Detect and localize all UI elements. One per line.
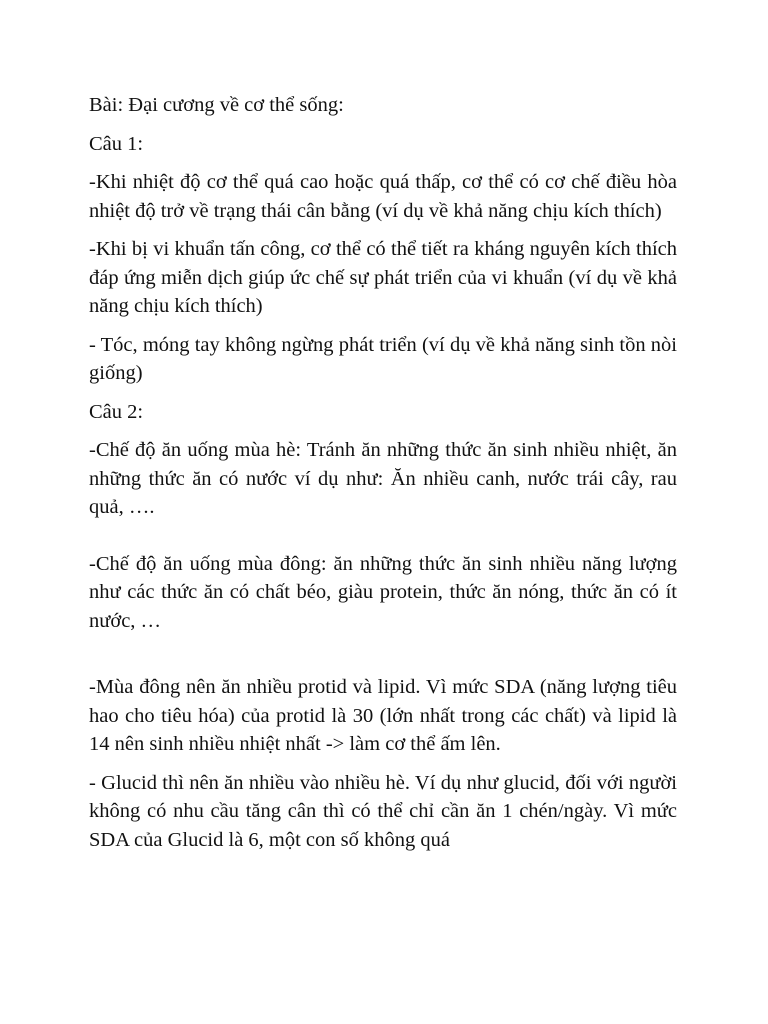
q1-paragraph-2: -Khi bị vi khuẩn tấn công, cơ thể có thể tiết ra kháng nguyên kích thích đáp ứng miễn dịch giúp ức chế sự phát triển của vi khuẩn (ví dụ về khả năng chịu kích thích) xyxy=(89,238,677,317)
question-1-label: Câu 1: xyxy=(89,132,144,155)
q2-paragraph-3: -Mùa đông nên ăn nhiều protid và lipid. Vì mức SDA (năng lượng tiêu hao cho tiêu hóa) của protid là 30 (lớn nhất trong các chất) và lipid là 14 nên sinh nhiều nhiệt nhất -> làm cơ thể ấm lên. xyxy=(89,676,677,755)
document-body xyxy=(89,91,677,864)
question-2-label: Câu 2: xyxy=(89,400,144,423)
q2-paragraph-1: -Chế độ ăn uống mùa hè: Tránh ăn những thức ăn sinh nhiều nhiệt, ăn những thức ăn có nước ví dụ như: Ăn nhiều canh, nước trái cây, rau quả, …. xyxy=(89,439,677,518)
document-title: Bài: Đại cương về cơ thể sống: xyxy=(89,94,344,116)
q2-paragraph-4: - Glucid thì nên ăn nhiều vào nhiều hè. Ví dụ như glucid, đối với người không có nhu cầu tăng cân thì có thể chỉ cần ăn 1 chén/ngày. Vì mức SDA của Glucid là 6, một con số không quá xyxy=(89,771,677,851)
q1-paragraph-3: - Tóc, móng tay không ngừng phát triển (ví dụ về khả năng sinh tồn nòi giống) xyxy=(89,333,677,384)
q2-paragraph-2: -Chế độ ăn uống mùa đông: ăn những thức ăn sinh nhiều năng lượng như các thức ăn có chất béo, giàu protein, thức ăn nóng, thức ăn có ít nước, … xyxy=(89,552,677,632)
q1-paragraph-1: -Khi nhiệt độ cơ thể quá cao hoặc quá thấp, cơ thể có cơ chế điều hòa nhiệt độ trở về trạng thái cân bằng (ví dụ về khả năng chịu kích thích) xyxy=(89,171,677,222)
